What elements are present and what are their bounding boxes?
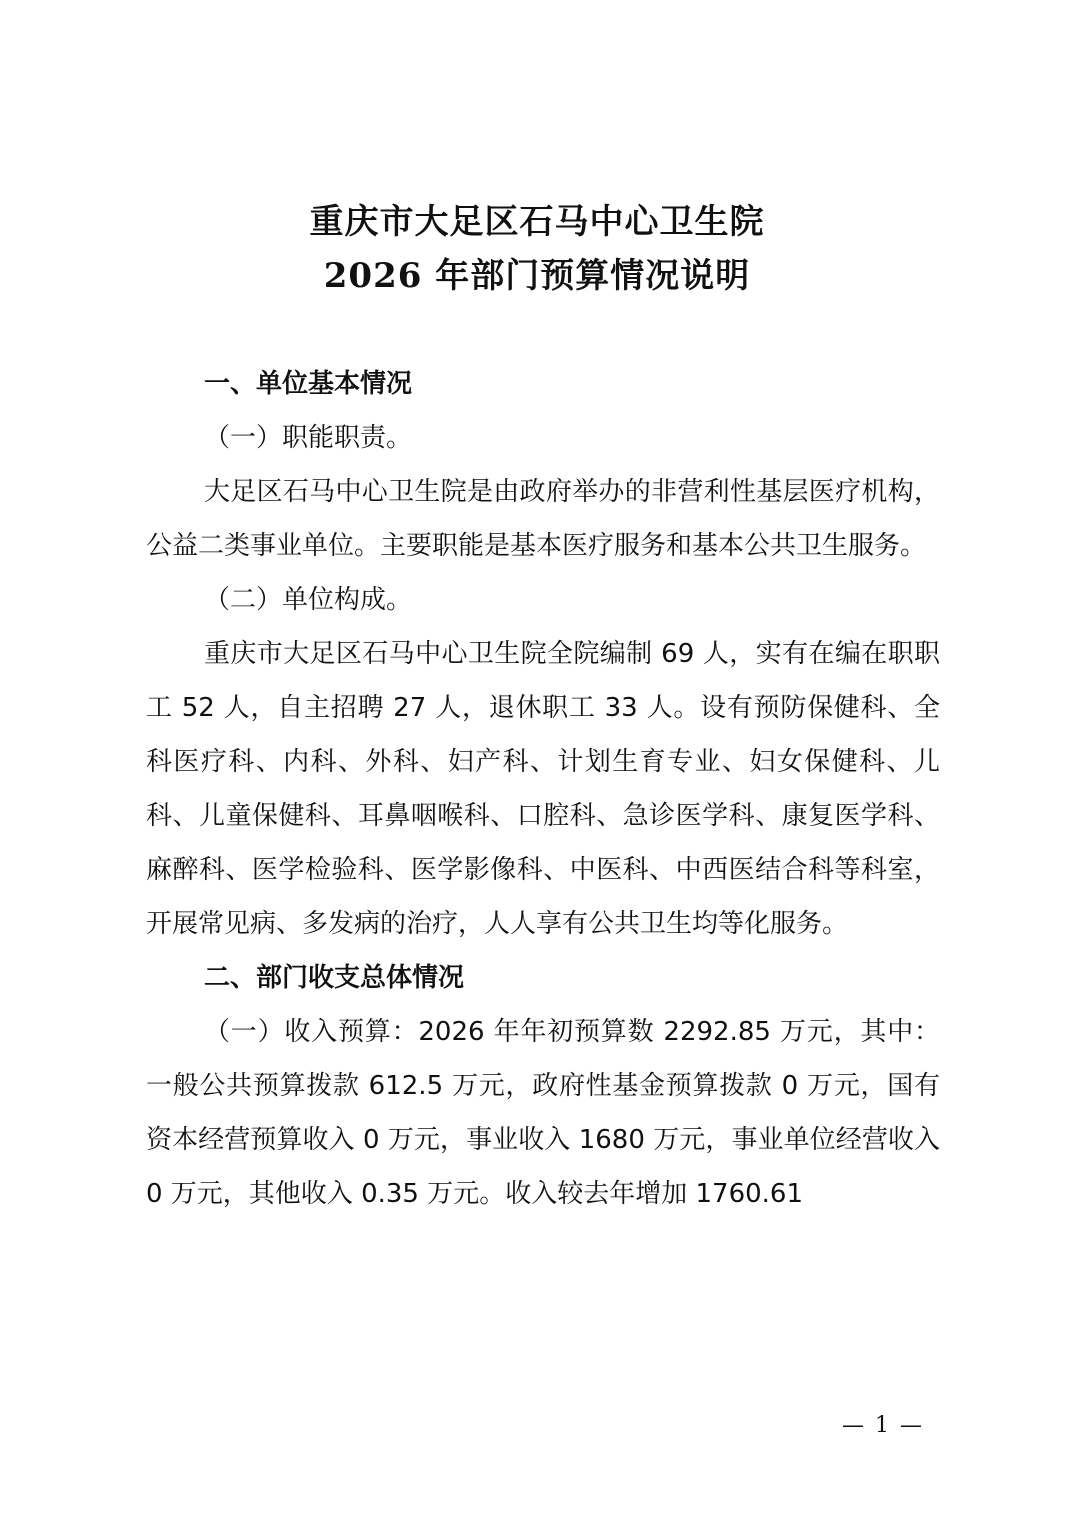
section-heading: 二、部门收支总体情况 [204, 963, 465, 993]
document-body [146, 357, 940, 1221]
document-title-line-2: 2026 年部门预算情况说明 [323, 256, 751, 296]
document-title-line-1: 重庆市大足区石马中心卫生院 [309, 202, 765, 242]
paragraph: 大足区石马中心卫生院是由政府举办的非营利性基层医疗机构，公益二类事业单位。主要职能是基本医疗服务和基本公共卫生服务。 [146, 477, 940, 561]
paragraph: （二）单位构成。 [204, 585, 413, 615]
section-heading: 一、单位基本情况 [204, 369, 413, 399]
paragraph: （一）收入预算：2026 年年初预算数 2292.85 万元，其中：一般公共预算拨款 612.5 万元，政府性基金预算拨款 0 万元，国有资本经营预算收入 0 万元，事业收入 1680 万元，事业单位经营收入 0 万元，其他收入 0.35 万元。收入较去年增加 1760.61 [146, 1017, 940, 1209]
page-number: — 1 — [842, 1413, 924, 1438]
paragraph: （一）职能职责。 [204, 423, 413, 453]
paragraph: 重庆市大足区石马中心卫生院全院编制 69 人，实有在编在职职工 52 人，自主招聘 27 人，退休职工 33 人。设有预防保健科、全科医疗科、内科、外科、妇产科、计划生育专业、妇女保健科、儿科、儿童保健科、耳鼻咽喉科、口腔科、急诊医学科、康复医学科、麻醉科、医学检验科、医学影像科、中医科、中西医结合科等科室，开展常见病、多发病的治疗，人人享有公共卫生均等化服务。 [146, 639, 940, 939]
